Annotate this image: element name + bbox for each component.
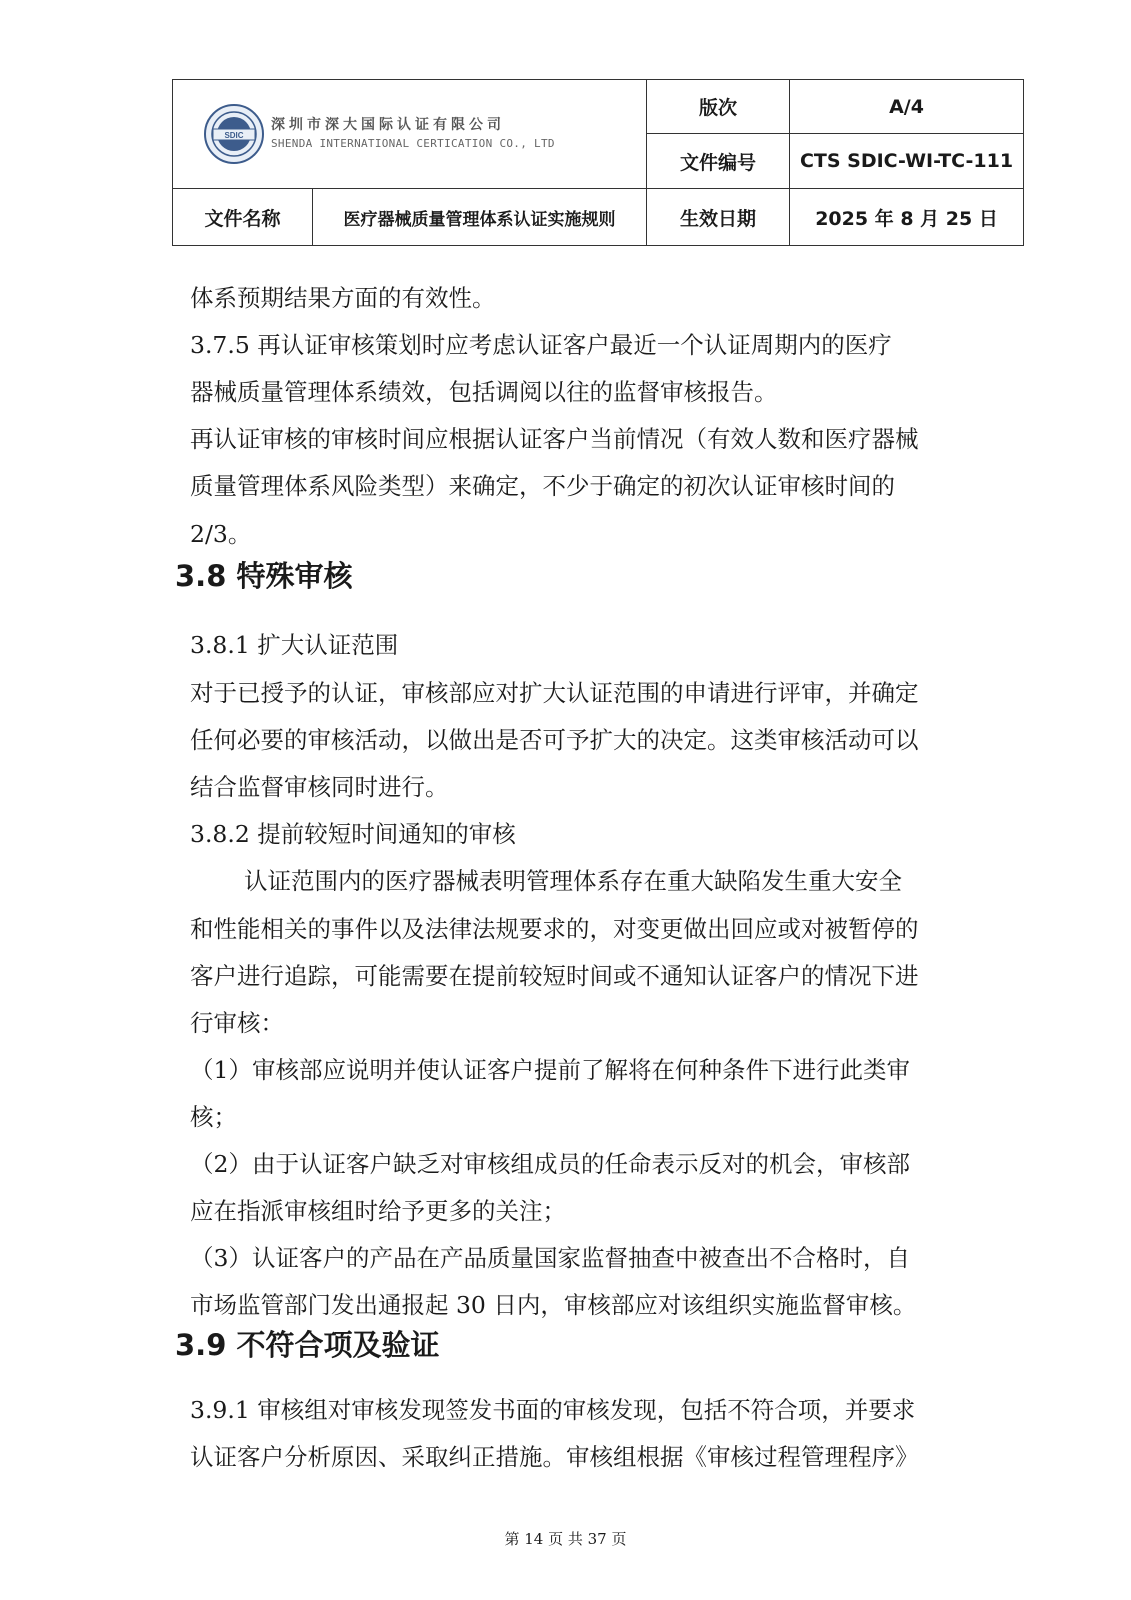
effective-date-value: 2025 年 8 月 25 日	[790, 189, 1024, 246]
paragraph-line: 客户进行追踪，可能需要在提前较短时间或不通知认证客户的情况下进	[190, 962, 919, 990]
document-number-value: CTS SDIC-WI-TC-111	[790, 134, 1024, 189]
list-item-line: 市场监管部门发出通报起 30 日内，审核部应对该组织实施监督审核。	[190, 1291, 917, 1319]
paragraph-line: 3.7.5 再认证审核策划时应考虑认证客户最近一个认证周期内的医疗	[190, 331, 892, 359]
list-item-line: （1）审核部应说明并使认证客户提前了解将在何种条件下进行此类审	[190, 1056, 910, 1084]
company-name-en: SHENDA INTERNATIONAL CERTICATION CO., LTD	[271, 137, 555, 150]
paragraph-line: 认证范围内的医疗器械表明管理体系存在重大缺陷发生重大安全	[244, 867, 902, 895]
subsection-title: 3.8.2 提前较短时间通知的审核	[190, 820, 516, 848]
list-item-line: （3）认证客户的产品在产品质量国家监督抽查中被查出不合格时，自	[190, 1244, 910, 1272]
company-logo-cell	[173, 80, 647, 189]
company-seal-logo	[203, 103, 265, 165]
paragraph-line: 认证客户分析原因、采取纠正措施。审核组根据《审核过程管理程序》	[190, 1443, 919, 1471]
paragraph-line: 体系预期结果方面的有效性。	[190, 284, 496, 312]
version-value: A/4	[790, 80, 1024, 134]
paragraph-line: 行审核：	[190, 1009, 284, 1037]
list-item-line: （2）由于认证客户缺乏对审核组成员的任命表示反对的机会，审核部	[190, 1150, 910, 1178]
paragraph-line: 器械质量管理体系绩效，包括调阅以往的监督审核报告。	[190, 378, 778, 406]
paragraph-line: 质量管理体系风险类型）来确定，不少于确定的初次认证审核时间的	[190, 472, 895, 500]
paragraph-line: 结合监督审核同时进行。	[190, 773, 449, 801]
paragraph-line: 3.9.1 审核组对审核发现签发书面的审核发现，包括不符合项，并要求	[190, 1396, 916, 1424]
paragraph-line: 对于已授予的认证，审核部应对扩大认证范围的申请进行评审，并确定	[190, 679, 919, 707]
section-heading-3-8: 3.8 特殊审核	[175, 559, 353, 593]
subsection-title: 3.8.1 扩大认证范围	[190, 631, 399, 659]
document-header-table	[172, 79, 1024, 246]
page-number-footer: 第 14 页 共 37 页	[504, 1530, 627, 1548]
list-item-line: 核；	[190, 1103, 237, 1131]
version-label: 版次	[647, 80, 790, 134]
document-number-label: 文件编号	[647, 134, 790, 189]
logo-badge-text: SDIC	[224, 131, 244, 140]
paragraph-line: 再认证审核的审核时间应根据认证客户当前情况（有效人数和医疗器械	[190, 425, 919, 453]
company-name-cn: 深圳市深大国际认证有限公司	[271, 117, 505, 133]
list-item-line: 应在指派审核组时给予更多的关注；	[190, 1197, 566, 1225]
document-name-label: 文件名称	[173, 189, 313, 246]
document-name-value: 医疗器械质量管理体系认证实施规则	[313, 189, 647, 246]
effective-date-label: 生效日期	[647, 189, 790, 246]
paragraph-line: 和性能相关的事件以及法律法规要求的，对变更做出回应或对被暂停的	[190, 915, 919, 943]
section-heading-3-9: 3.9 不符合项及验证	[175, 1328, 440, 1362]
paragraph-line: 任何必要的审核活动，以做出是否可予扩大的决定。这类审核活动可以	[190, 726, 919, 754]
paragraph-line: 2/3。	[190, 520, 252, 548]
